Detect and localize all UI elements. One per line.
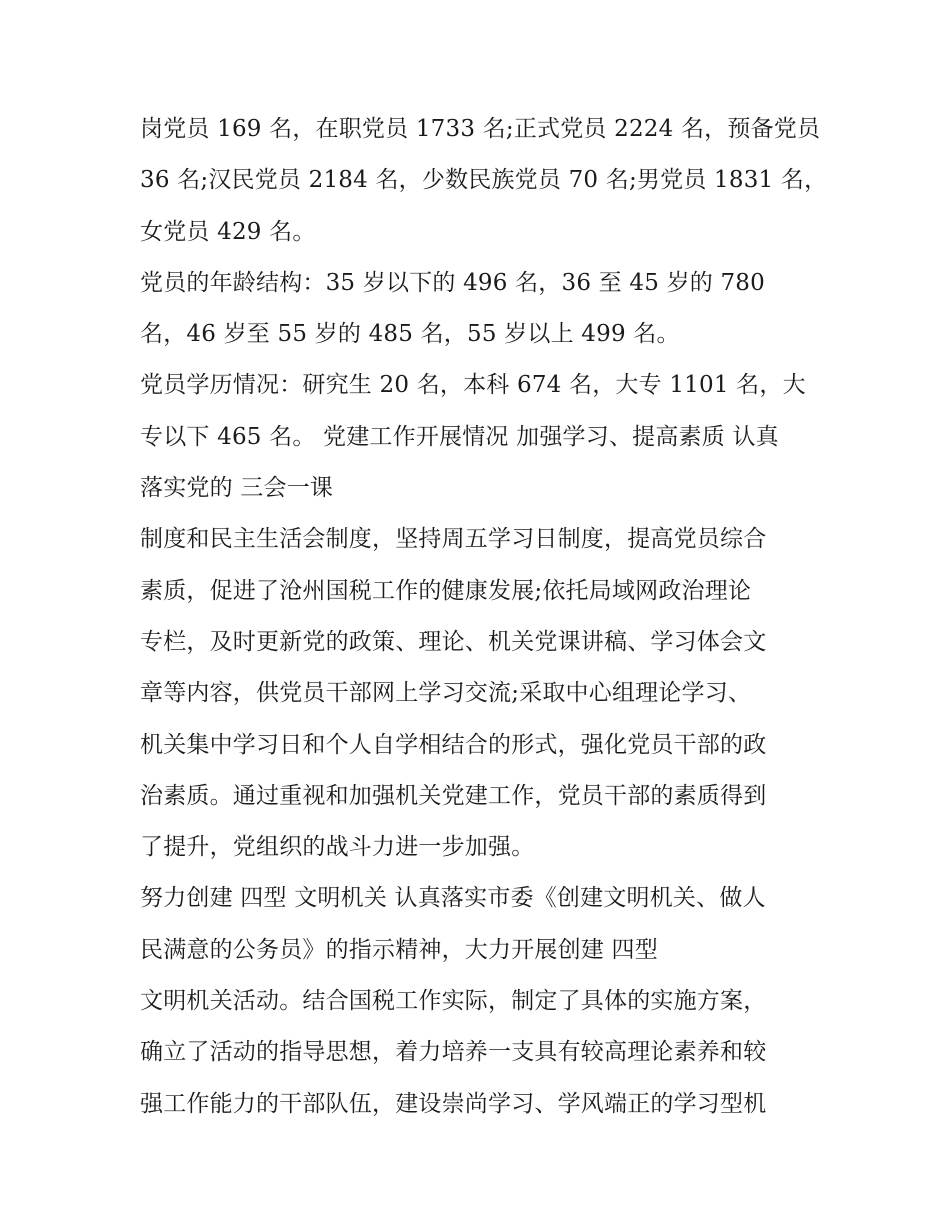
text-line: 专以下 465 名。 党建工作开展情况 加强学习、提高素质 认真 — [140, 423, 779, 450]
text-line: 岗党员 169 名，在职党员 1733 名;正式党员 2224 名，预备党员 — [140, 116, 821, 142]
text-line: 民满意的公务员》的指示精神，大力开展创建 四型 — [140, 936, 658, 963]
text-line: 素质，促进了沧州国税工作的健康发展;依托局域网政治理论 — [140, 577, 752, 604]
text-line: 文明机关活动。结合国税工作实际，制定了具体的实施方案， — [140, 988, 767, 1015]
text-line: 强工作能力的干部队伍，建设崇尚学习、学风端正的学习型机 — [140, 1090, 767, 1117]
text-line: 确立了活动的指导思想，着力培养一支具有较高理论素养和较 — [140, 1039, 767, 1066]
text-line: 党员学历情况：研究生 20 名，本科 674 名，大专 1101 名，大 — [140, 372, 806, 399]
text-line: 章等内容，供党员干部网上学习交流;采取中心组理论学习、 — [140, 680, 752, 707]
text-line: 制度和民主生活会制度，坚持周五学习日制度，提高党员综合 — [140, 526, 767, 553]
text-line: 落实党的 三会一课 — [140, 475, 334, 502]
text-line: 专栏，及时更新党的政策、理论、机关党课讲稿、学习体会文 — [140, 628, 767, 655]
document-body — [140, 104, 830, 1130]
text-line: 了提升，党组织的战斗力进一步加强。 — [140, 834, 535, 861]
text-line: 党员的年龄结构：35 岁以下的 496 名，36 至 45 岁的 780 — [140, 269, 765, 296]
text-line: 治素质。通过重视和加强机关党建工作，党员干部的素质得到 — [140, 782, 767, 809]
text-line: 女党员 429 名。 — [140, 218, 316, 245]
text-line: 36 名;汉民党员 2184 名，少数民族党员 70 名;男党员 1831 名， — [140, 167, 828, 194]
text-line: 机关集中学习日和个人自学相结合的形式，强化党员干部的政 — [140, 731, 767, 758]
text-line: 名，46 岁至 55 岁的 485 名，55 岁以上 499 名。 — [140, 321, 680, 348]
text-line: 努力创建 四型 文明机关 认真落实市委《创建文明机关、做人 — [140, 885, 766, 912]
